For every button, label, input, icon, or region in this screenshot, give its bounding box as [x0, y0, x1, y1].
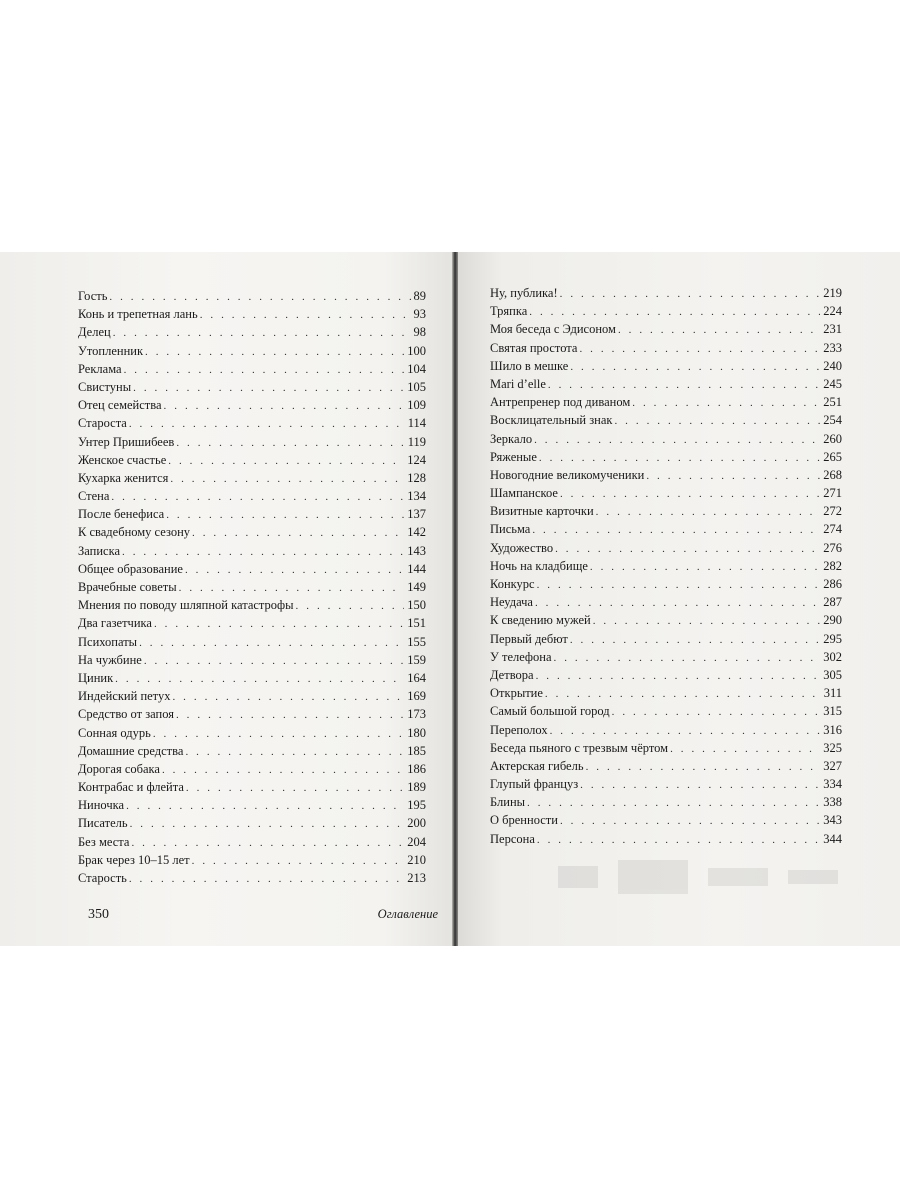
- toc-entry: [490, 613, 842, 631]
- toc-entry: [78, 362, 426, 380]
- left-page: [0, 252, 452, 946]
- toc-entry-page: 185: [407, 743, 426, 758]
- toc-dot-leader: [586, 761, 821, 773]
- toc-entry: [78, 744, 426, 762]
- toc-entry: [78, 562, 426, 580]
- toc-entry-title: Самый большой город: [490, 704, 610, 719]
- toc-entry-page: 302: [823, 649, 842, 664]
- toc-dot-leader: [170, 473, 404, 485]
- toc-dot-leader: [200, 309, 411, 321]
- toc-entry-title: Актерская гибель: [490, 758, 584, 773]
- toc-entry-title: Восклицательный знак: [490, 413, 613, 428]
- toc-dot-leader: [534, 434, 820, 446]
- toc-entry: [78, 635, 426, 653]
- toc-entry-page: 151: [407, 616, 426, 631]
- toc-entry-title: Персона: [490, 831, 535, 846]
- toc-dot-leader: [115, 673, 404, 685]
- toc-dot-leader: [560, 288, 821, 300]
- toc-entry-page: 149: [407, 580, 426, 594]
- toc-dot-leader: [632, 397, 820, 409]
- toc-dot-leader: [164, 400, 405, 412]
- toc-entry-title: Индейский петух: [78, 689, 171, 704]
- toc-entry-title: Письма: [490, 522, 531, 537]
- page-number: 350: [88, 907, 109, 922]
- show-through-texture: [558, 860, 858, 900]
- toc-dot-leader: [139, 637, 404, 649]
- toc-entry-title: Конь и трепетная лань: [78, 307, 198, 322]
- toc-entry-page: 189: [407, 780, 426, 795]
- toc-dot-leader: [129, 873, 404, 885]
- toc-entry-title: Переполох: [490, 722, 548, 737]
- toc-entry-page: 344: [823, 831, 842, 846]
- toc-entry-title: Блины: [490, 795, 526, 810]
- toc-entry-title: Ну, публика!: [490, 286, 558, 300]
- toc-dot-leader: [113, 327, 411, 339]
- toc-entry-page: 325: [823, 740, 842, 755]
- toc-entry-page: 173: [407, 707, 426, 722]
- toc-dot-leader: [133, 382, 404, 394]
- toc-entry-page: 282: [823, 558, 842, 573]
- toc-entry-page: 316: [823, 722, 842, 737]
- toc-entry-title: Общее образование: [78, 561, 183, 576]
- toc-entry-page: 260: [823, 431, 842, 446]
- toc-entry: [78, 780, 426, 798]
- toc-dot-leader: [192, 527, 404, 539]
- toc-entry-title: Mari d’elle: [490, 376, 546, 391]
- toc-dot-leader: [111, 491, 404, 503]
- toc-entry-title: Ниночка: [78, 798, 125, 813]
- toc-dot-leader: [532, 524, 820, 536]
- toc-entry-title: Психопаты: [78, 634, 138, 649]
- toc-entry: [78, 707, 426, 725]
- toc-entry-title: О бренности: [490, 813, 558, 828]
- toc-dot-leader: [124, 364, 405, 376]
- toc-dot-leader: [162, 764, 404, 776]
- toc-entry: [78, 398, 426, 416]
- toc-dot-leader: [529, 306, 820, 318]
- toc-entry-page: 254: [823, 413, 842, 428]
- toc-dot-leader: [539, 452, 820, 464]
- toc-dot-leader: [550, 725, 821, 737]
- toc-entry: [490, 668, 842, 686]
- toc-entry: [490, 832, 842, 850]
- toc-entry-page: 311: [823, 686, 842, 701]
- right-page: [458, 252, 900, 946]
- toc-entry: [78, 798, 426, 816]
- toc-entry-title: Кухарка женится: [78, 470, 169, 485]
- toc-entry: [490, 632, 842, 650]
- toc-entry: [78, 689, 426, 707]
- toc-entry: [490, 468, 842, 486]
- toc-entry: [490, 795, 842, 813]
- toc-entry-page: 286: [823, 577, 842, 591]
- toc-entry-page: 305: [823, 667, 842, 682]
- toc-entry-title: К свадебному сезону: [78, 525, 191, 540]
- toc-dot-leader: [144, 655, 404, 667]
- toc-entry: [78, 344, 426, 362]
- toc-entry-page: 180: [407, 725, 426, 740]
- toc-entry-title: Зеркало: [490, 431, 533, 446]
- toc-entry: [490, 450, 842, 468]
- toc-entry: [490, 541, 842, 559]
- toc-entry-page: 143: [407, 543, 426, 558]
- toc-entry-title: Мнения по поводу шляпной катастрофы: [78, 598, 294, 613]
- toc-entry: [78, 726, 426, 744]
- toc-entry: [78, 325, 426, 343]
- toc-dot-leader: [296, 600, 405, 612]
- toc-entry: [78, 598, 426, 616]
- toc-entry: [490, 723, 842, 741]
- toc-dot-leader: [186, 782, 404, 794]
- toc-entry-title: Унтер Пришибеев: [78, 434, 175, 449]
- toc-entry: [78, 616, 426, 634]
- toc-entry: [78, 835, 426, 853]
- toc-entry: [490, 686, 842, 704]
- toc-dot-leader: [670, 743, 820, 755]
- toc-entry: [78, 671, 426, 689]
- toc-entry: [78, 453, 426, 471]
- toc-dot-leader: [554, 652, 821, 664]
- toc-dot-leader: [536, 670, 821, 682]
- toc-entry: [78, 871, 426, 889]
- toc-entry: [490, 432, 842, 450]
- toc-entry-page: 327: [823, 758, 842, 773]
- toc-entry-page: 224: [823, 304, 842, 319]
- toc-entry: [490, 377, 842, 395]
- toc-entry-page: 287: [823, 595, 842, 610]
- toc-entry: [490, 504, 842, 522]
- toc-entry-title: Староста: [78, 416, 127, 431]
- toc-dot-leader: [570, 361, 820, 373]
- toc-entry: [78, 525, 426, 543]
- toc-entry-title: Свистуны: [78, 379, 132, 394]
- toc-entry-title: Брак через 10–15 лет: [78, 852, 190, 867]
- toc-entry: [78, 762, 426, 780]
- toc-dot-leader: [109, 291, 410, 303]
- toc-entry-page: 231: [823, 322, 842, 337]
- toc-entry-title: Неудача: [490, 595, 533, 610]
- toc-dot-leader: [618, 324, 820, 336]
- toc-dot-leader: [535, 597, 820, 609]
- toc-entry-page: 105: [407, 379, 426, 394]
- toc-entry-page: 213: [407, 871, 426, 885]
- toc-entry-title: Два газетчика: [78, 616, 152, 631]
- toc-dot-leader: [130, 818, 405, 830]
- toc-entry-title: Визитные карточки: [490, 504, 594, 519]
- toc-dot-leader: [166, 509, 404, 521]
- toc-entry: [490, 486, 842, 504]
- toc-entry-page: 274: [823, 522, 842, 537]
- toc-entry-title: На чужбине: [78, 652, 142, 667]
- toc-entry: [78, 653, 426, 671]
- toc-entry-title: Моя беседа с Эдисоном: [490, 322, 616, 337]
- toc-entry-page: 124: [407, 452, 426, 467]
- toc-entry-title: Детвора: [490, 667, 534, 682]
- toc-entry-title: Писатель: [78, 816, 128, 831]
- toc-dot-leader: [122, 546, 404, 558]
- toc-entry-page: 144: [407, 561, 426, 576]
- toc-dot-leader: [614, 415, 820, 427]
- toc-entry-title: Глупый француз: [490, 777, 579, 792]
- toc-entry-title: Дорогая собака: [78, 761, 160, 776]
- toc-entry-page: 204: [407, 834, 426, 849]
- toc-dot-leader: [126, 800, 404, 812]
- toc-entry-page: 119: [407, 434, 426, 449]
- right-toc-list: [490, 286, 842, 850]
- toc-dot-leader: [168, 455, 404, 467]
- toc-dot-leader: [185, 564, 404, 576]
- toc-dot-leader: [129, 418, 405, 430]
- toc-entry: [490, 341, 842, 359]
- toc-entry-page: 276: [823, 540, 842, 555]
- toc-dot-leader: [570, 634, 820, 646]
- toc-entry-page: 134: [407, 489, 426, 504]
- toc-entry-title: Конкурс: [490, 577, 535, 591]
- toc-entry: [490, 759, 842, 777]
- toc-entry-title: Ночь на кладбище: [490, 558, 588, 573]
- toc-entry-page: 142: [407, 525, 426, 540]
- toc-entry-page: 200: [407, 816, 426, 831]
- toc-dot-leader: [145, 346, 404, 358]
- toc-entry-title: Женское счастье: [78, 452, 167, 467]
- toc-entry-page: 104: [407, 361, 426, 376]
- toc-entry-page: 290: [823, 613, 842, 628]
- toc-entry-title: К сведению мужей: [490, 613, 591, 628]
- toc-entry: [490, 522, 842, 540]
- toc-entry-title: Стена: [78, 489, 110, 504]
- toc-entry-page: 315: [823, 704, 842, 719]
- toc-dot-leader: [131, 837, 404, 849]
- toc-dot-leader: [192, 855, 405, 867]
- toc-dot-leader: [176, 709, 404, 721]
- toc-entry: [490, 413, 842, 431]
- toc-entry-page: 265: [823, 449, 842, 464]
- toc-dot-leader: [172, 691, 404, 703]
- toc-entry-page: 150: [407, 598, 426, 613]
- toc-entry: [78, 489, 426, 507]
- toc-dot-leader: [527, 797, 820, 809]
- toc-dot-leader: [593, 615, 821, 627]
- toc-dot-leader: [580, 779, 820, 791]
- toc-entry-title: Средство от запоя: [78, 707, 174, 722]
- toc-entry-page: 93: [413, 307, 426, 322]
- toc-entry-title: У телефона: [490, 649, 552, 664]
- toc-entry-page: 98: [413, 325, 426, 340]
- toc-entry: [490, 304, 842, 322]
- toc-entry-page: 338: [823, 795, 842, 810]
- toc-entry: [78, 816, 426, 834]
- toc-entry-title: Старость: [78, 871, 127, 885]
- toc-entry-title: Художество: [490, 540, 554, 555]
- toc-entry-title: Домашние средства: [78, 743, 184, 758]
- toc-dot-leader: [537, 579, 821, 591]
- toc-entry-title: Делец: [78, 325, 111, 340]
- toc-dot-leader: [154, 618, 404, 630]
- toc-entry-page: 295: [823, 631, 842, 646]
- toc-entry: [78, 507, 426, 525]
- toc-entry-page: 195: [407, 798, 426, 813]
- toc-dot-leader: [537, 834, 820, 846]
- toc-entry: [78, 307, 426, 325]
- toc-entry-page: 210: [407, 852, 426, 867]
- toc-entry-title: Первый дебют: [490, 631, 568, 646]
- toc-dot-leader: [179, 582, 405, 594]
- toc-entry-page: 159: [407, 652, 426, 667]
- toc-entry-title: Контрабас и флейта: [78, 780, 184, 795]
- toc-entry: [490, 359, 842, 377]
- toc-dot-leader: [176, 437, 404, 449]
- toc-entry-title: Реклама: [78, 361, 122, 376]
- toc-dot-leader: [545, 688, 821, 700]
- toc-entry-title: Циник: [78, 670, 114, 685]
- toc-dot-leader: [185, 746, 404, 758]
- toc-entry: [78, 289, 426, 307]
- toc-entry: [78, 580, 426, 598]
- toc-entry-title: Врачебные советы: [78, 580, 177, 594]
- toc-entry-title: Записка: [78, 543, 121, 558]
- toc-entry: [78, 416, 426, 434]
- toc-entry-title: Открытие: [490, 686, 543, 701]
- toc-dot-leader: [153, 728, 404, 740]
- toc-entry-title: Утопленник: [78, 343, 144, 358]
- toc-entry-page: 169: [407, 689, 426, 704]
- toc-entry: [490, 777, 842, 795]
- toc-entry: [78, 435, 426, 453]
- toc-entry: [78, 380, 426, 398]
- toc-entry-page: 233: [823, 340, 842, 355]
- toc-entry-page: 100: [407, 343, 426, 358]
- toc-entry: [490, 577, 842, 595]
- toc-entry-title: Беседа пьяного с трезвым чёртом: [490, 740, 669, 755]
- toc-entry-page: 334: [823, 777, 842, 792]
- running-title: Оглавление: [377, 907, 438, 921]
- toc-entry: [490, 741, 842, 759]
- toc-dot-leader: [590, 561, 820, 573]
- toc-entry: [490, 286, 842, 304]
- toc-dot-leader: [548, 379, 820, 391]
- left-toc-list: [78, 289, 426, 889]
- toc-dot-leader: [612, 706, 821, 718]
- toc-entry-title: Тряпка: [490, 304, 528, 319]
- toc-entry-title: Антрепренер под диваном: [490, 395, 631, 410]
- toc-entry: [490, 559, 842, 577]
- toc-entry-page: 219: [823, 286, 842, 300]
- toc-entry-title: Шампанское: [490, 486, 558, 501]
- toc-entry-title: Сонная одурь: [78, 725, 151, 740]
- toc-dot-leader: [555, 543, 820, 555]
- toc-entry-page: 114: [407, 416, 426, 431]
- toc-entry: [490, 650, 842, 668]
- toc-dot-leader: [560, 815, 820, 827]
- toc-entry-page: 137: [407, 507, 426, 522]
- toc-entry-page: 128: [407, 470, 426, 485]
- toc-dot-leader: [579, 343, 820, 355]
- toc-entry-title: Святая простота: [490, 340, 578, 355]
- toc-entry: [490, 395, 842, 413]
- toc-entry: [490, 322, 842, 340]
- toc-entry-page: 89: [413, 289, 426, 303]
- toc-entry-page: 271: [823, 486, 842, 501]
- toc-dot-leader: [560, 488, 820, 500]
- toc-dot-leader: [596, 506, 821, 518]
- toc-entry-page: 109: [407, 398, 426, 413]
- toc-entry-title: После бенефиса: [78, 507, 165, 522]
- toc-entry-title: Ряженые: [490, 449, 537, 464]
- toc-entry: [78, 853, 426, 871]
- book-spread: [0, 252, 900, 946]
- toc-entry-page: 245: [823, 376, 842, 391]
- toc-entry: [490, 813, 842, 831]
- toc-entry-page: 251: [823, 395, 842, 410]
- toc-entry-title: Отец семейства: [78, 398, 162, 413]
- toc-entry-page: 164: [407, 670, 426, 685]
- toc-entry: [490, 704, 842, 722]
- toc-entry-page: 343: [823, 813, 842, 828]
- toc-entry-page: 186: [407, 761, 426, 776]
- toc-entry-page: 268: [823, 467, 842, 482]
- toc-entry: [78, 544, 426, 562]
- toc-entry-title: Новогодние великомученики: [490, 467, 645, 482]
- toc-entry-page: 155: [407, 634, 426, 649]
- toc-dot-leader: [646, 470, 820, 482]
- toc-entry: [78, 471, 426, 489]
- toc-entry-title: Без места: [78, 834, 130, 849]
- toc-entry-title: Гость: [78, 289, 108, 303]
- toc-entry: [490, 595, 842, 613]
- toc-entry-title: Шило в мешке: [490, 358, 569, 373]
- toc-entry-page: 240: [823, 358, 842, 373]
- toc-entry-page: 272: [823, 504, 842, 519]
